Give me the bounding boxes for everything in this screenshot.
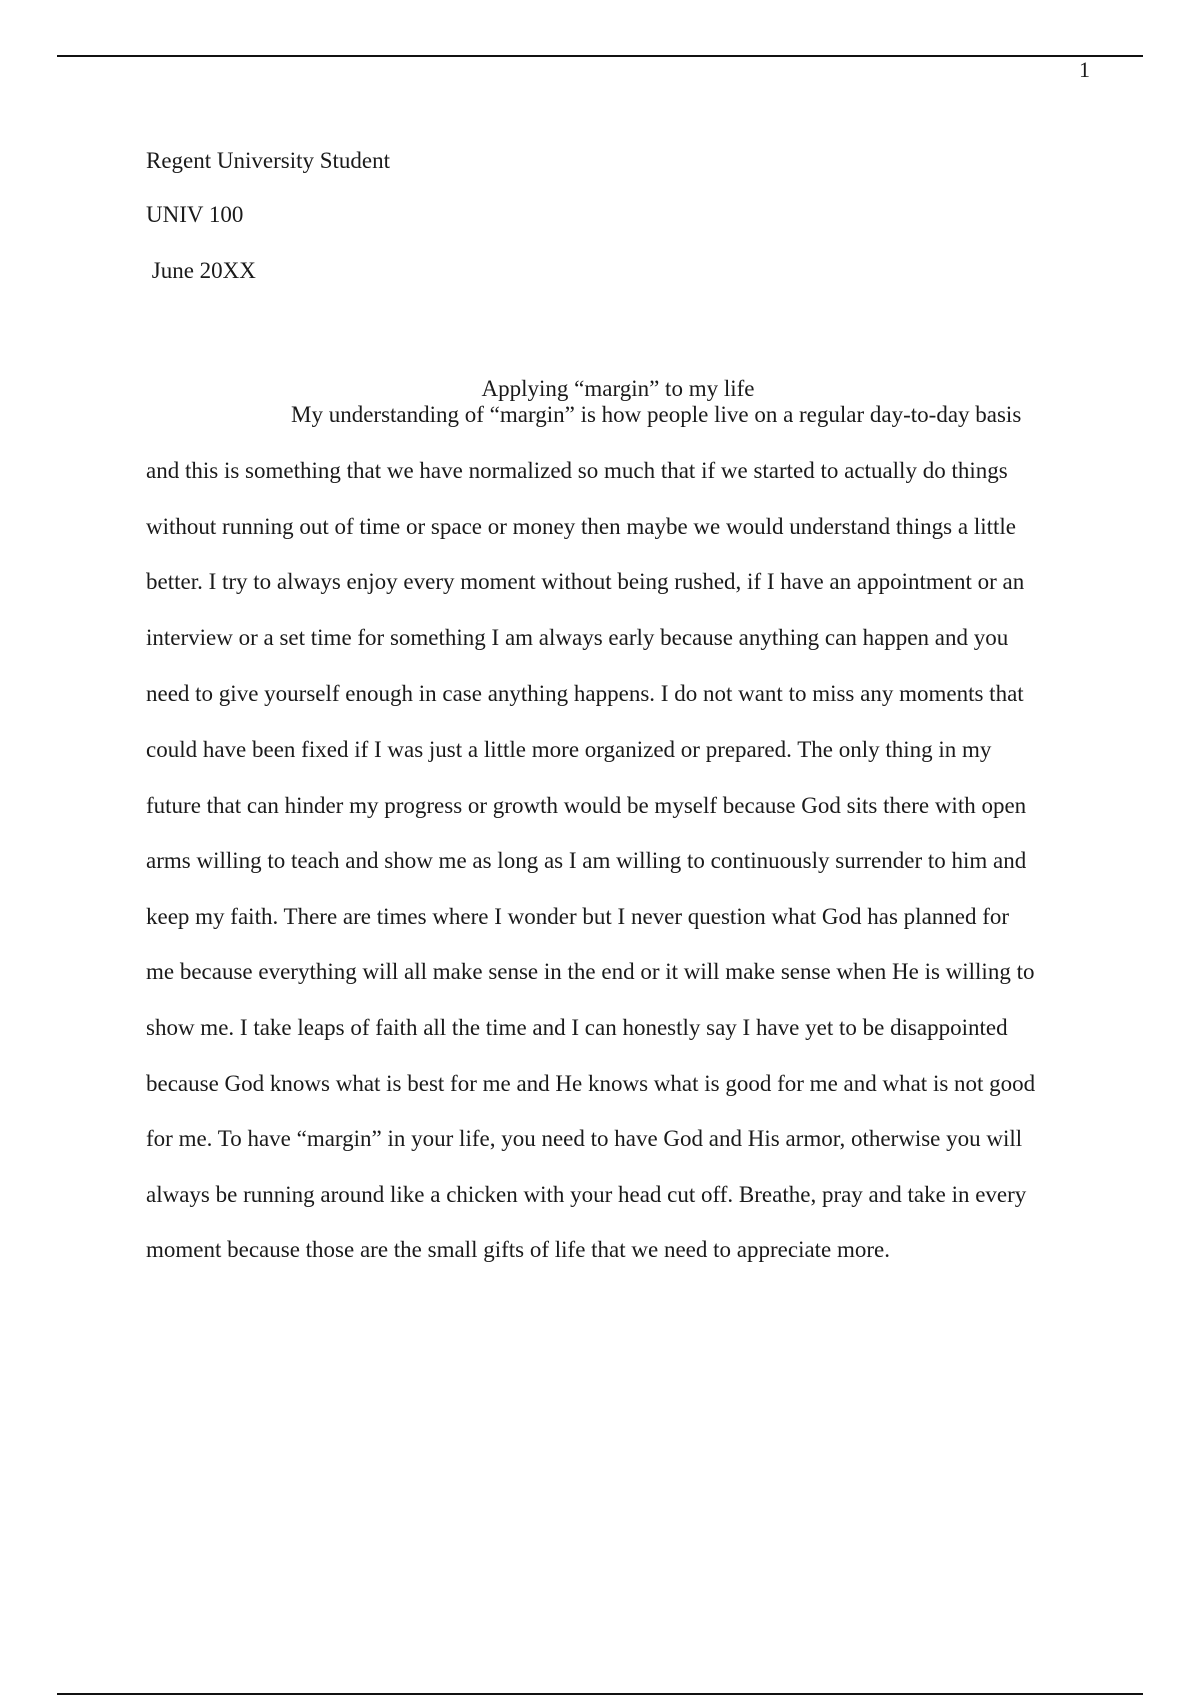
document-date: June 20XX xyxy=(146,258,256,283)
footer-rule xyxy=(57,1693,1143,1695)
author-name: Regent University Student xyxy=(146,148,391,173)
body-line: keep my faith. There are times where I wonder but I never question what God has planned for xyxy=(146,904,1010,929)
body-line: better. I try to always enjoy every moment without being rushed, if I have an appointment or an xyxy=(146,569,1025,594)
document-title: Applying “margin” to my life xyxy=(481,376,755,401)
body-line: because God knows what is best for me and He knows what is good for me and what is not good xyxy=(146,1071,1036,1096)
body-line: always be running around like a chicken with your head cut off. Breathe, pray and take in every xyxy=(146,1182,1027,1207)
page-number: 1 xyxy=(1079,57,1090,82)
body-line: me because everything will all make sense in the end or it will make sense when He is willing to xyxy=(146,959,1035,984)
body-line: without running out of time or space or money then maybe we would understand things a little xyxy=(146,514,1016,539)
body-line: future that can hinder my progress or growth would be myself because God sits there with open xyxy=(146,793,1027,818)
body-line: arms willing to teach and show me as long as I am willing to continuously surrender to him and xyxy=(146,848,1027,873)
body-line: and this is something that we have normalized so much that if we started to actually do things xyxy=(146,458,1008,483)
body-line: interview or a set time for something I am always early because anything can happen and you xyxy=(146,625,1009,650)
body-line: need to give yourself enough in case anything happens. I do not want to miss any moments that xyxy=(146,681,1024,706)
course-name: UNIV 100 xyxy=(146,202,244,227)
body-line: My understanding of “margin” is how people live on a regular day-to-day basis xyxy=(291,402,1022,427)
body-line: show me. I take leaps of faith all the time and I can honestly say I have yet to be disappointed xyxy=(146,1015,1008,1040)
body-line: could have been fixed if I was just a little more organized or prepared. The only thing in my xyxy=(146,737,992,762)
header-rule xyxy=(57,55,1143,57)
body-line: for me. To have “margin” in your life, you need to have God and His armor, otherwise you will xyxy=(146,1126,1023,1151)
body-line: moment because those are the small gifts of life that we need to appreciate more. xyxy=(146,1237,891,1262)
